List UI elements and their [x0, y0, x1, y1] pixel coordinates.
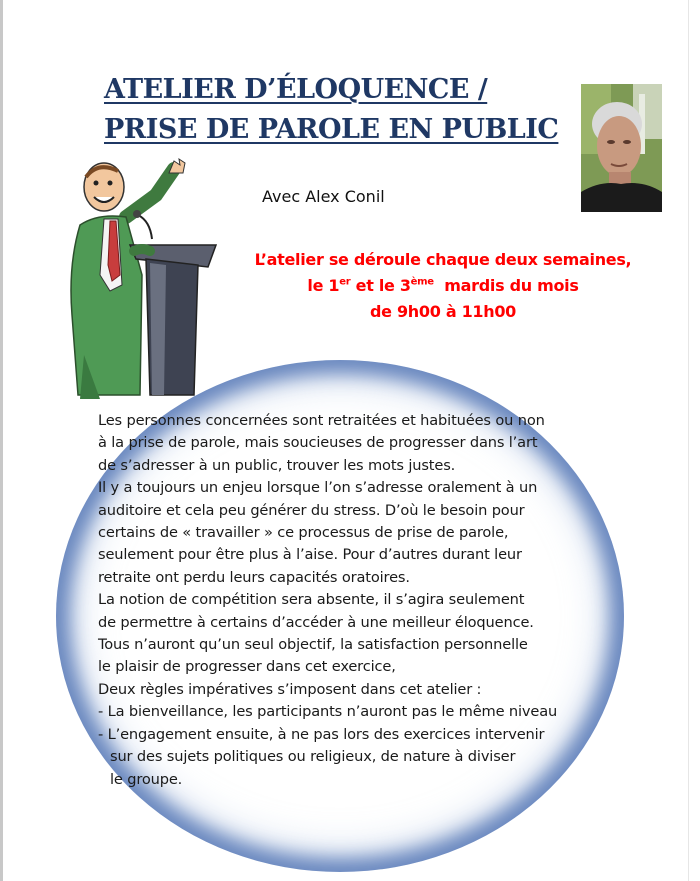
rule-item-continuation: sur des sujets politiques ou religieux, de nature à diviser [110, 748, 516, 766]
description-line: La notion de compétition sera absente, il s’agira seulement [98, 591, 525, 609]
description-line: certains de « travailler » ce processus de prise de parole, [98, 524, 509, 542]
description-line: de permettre à certains d’accéder à une meilleur éloquence. [98, 613, 534, 631]
schedule-line-1: L’atelier se déroule chaque deux semaines, [254, 250, 632, 269]
rule-item: - La bienveillance, les participants n’auront pas le même niveau [98, 703, 558, 721]
page-right-edge [688, 0, 689, 881]
presenter-name: Avec Alex Conil [262, 187, 385, 206]
description-line: à la prise de parole, mais soucieuses de progresser dans l’art [98, 434, 538, 452]
description-line: de s’adresser à un public, trouver les mots justes. [98, 456, 456, 474]
schedule-info [238, 247, 648, 325]
schedule-line-3: de 9h00 à 11h00 [369, 302, 517, 321]
description-line: auditoire et cela peu générer du stress. D’où le besoin pour [98, 501, 525, 519]
schedule-line-2 [238, 273, 648, 299]
description-line: Il y a toujours un enjeu lorsque l’on s’adresse oralement à un [98, 479, 538, 497]
document-title [104, 70, 558, 150]
description-line: retraite ont perdu leurs capacités oratoires. [98, 568, 410, 586]
title-line-2: PRISE DE PAROLE EN PUBLIC [104, 114, 559, 145]
rule-item-continuation: le groupe. [110, 770, 183, 788]
description-text [98, 410, 608, 791]
speaker-at-podium-illustration [38, 155, 258, 400]
description-line: seulement pour être plus à l’aise. Pour d’autres durant leur [98, 546, 522, 564]
schedule-line-2-part-a: le 1 [307, 276, 340, 295]
rule-item: - L’engagement ensuite, à ne pas lors des exercices intervenir [98, 725, 545, 743]
title-line-1: ATELIER D’ÉLOQUENCE / [104, 74, 488, 105]
description-line: Les personnes concernées sont retraitées et habituées ou non [98, 412, 545, 429]
schedule-first-sup: er [339, 276, 351, 288]
description-line: Tous n’auront qu’un seul objectif, la satisfaction personnelle [98, 636, 528, 654]
presenter-photo [581, 84, 662, 212]
page-left-edge [0, 0, 3, 881]
schedule-line-2-part-b: et le 3 [350, 276, 411, 295]
description-line: le plaisir de progresser dans cet exercice, [98, 658, 396, 676]
schedule-line-2-part-c: mardis du mois [433, 276, 579, 295]
description-line: Deux règles impératives s’imposent dans cet atelier : [98, 680, 482, 698]
schedule-third-sup: ème [410, 276, 434, 288]
